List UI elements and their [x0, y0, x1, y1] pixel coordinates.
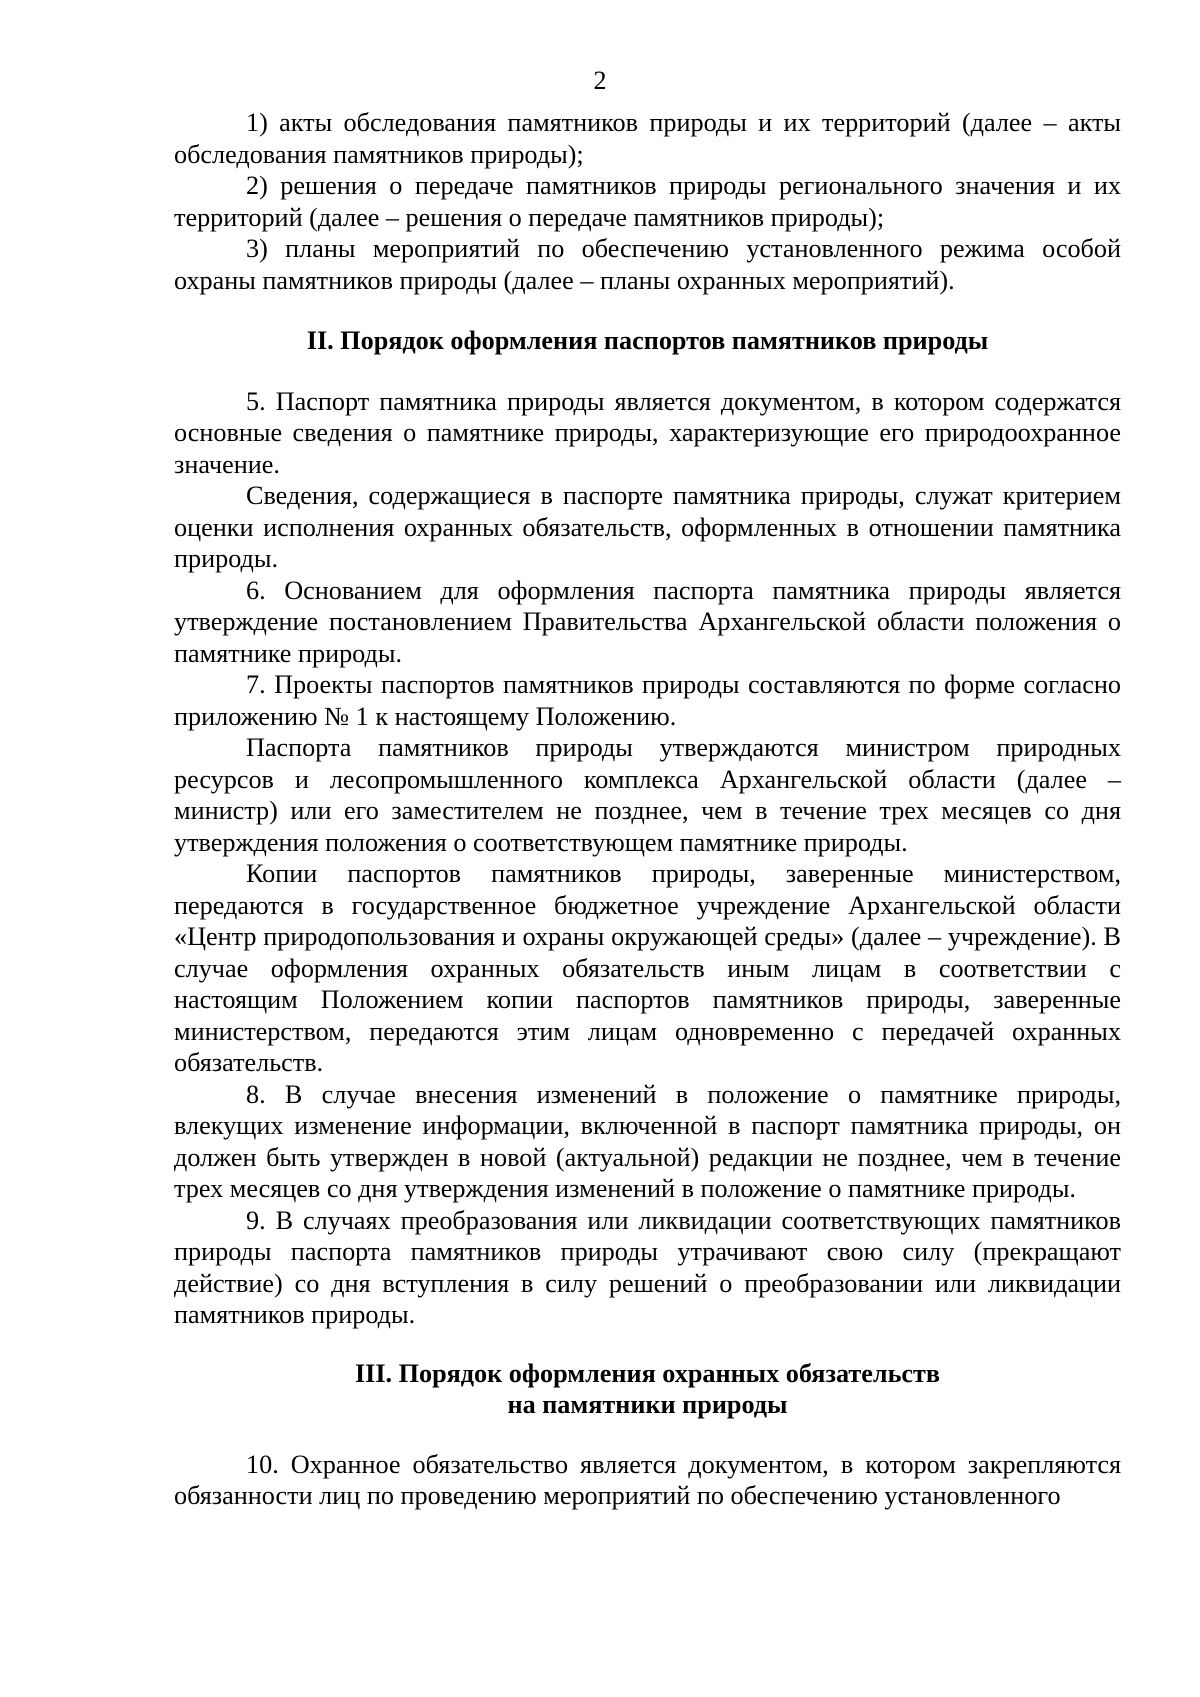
paragraph-9: 9. В случаях преобразования или ликвидации соответствующих памятников природы паспорта памятников природы утрачивают свою силу (прекращают действие) со дня вступления в силу решений о преобразовании или ликвидации памятников природы. — [174, 1205, 1121, 1329]
paragraph-7: 7. Проекты паспортов памятников природы составляются по форме согласно приложению № 1 к настоящему Положению. — [174, 670, 1121, 731]
paragraph-5: 5. Паспорт памятника природы является документом, в котором содержатся основные сведения о памятнике природы, характеризующие его природоохранное значение. — [174, 386, 1121, 479]
item-2: 2) решения о передаче памятников природы регионального значения и их территорий (далее – решения о передаче памятников природы); — [174, 171, 1121, 232]
paragraph-7-approval: Паспорта памятников природы утверждаются министром природных ресурсов и лесопромышленного комплекса Архангельской области (далее – министр) или его заместителем не позднее, чем в течение трех месяцев со дня утверждения положения о соответствующем памятнике природы. — [174, 733, 1121, 857]
paragraph-8: 8. В случае внесения изменений в положение о памятнике природы, влекущих изменение информации, включенной в паспорт памятника природы, он должен быть утвержден в новой (актуальной) редакции не позднее, чем в течение трех месяцев со дня утверждения изменений в положение о памятнике природы. — [174, 1079, 1121, 1203]
paragraph-7-copies: Копии паспортов памятников природы, заверенные министерством, передаются в государственное бюджетное учреждение Архангельской области «Центр природопользования и охраны окружающей среды» (далее – учреждение). В случае оформления охранных обязательств иным лицам в соответствии с настоящим Положением копии паспортов памятников природы, заверенные министерством, передаются этим лицам одновременно с передачей охранных обязательств. — [174, 859, 1121, 1077]
document-body — [174, 107, 1121, 1512]
section-3-heading-line-2: на памятники природы — [507, 1390, 788, 1419]
item-1: 1) акты обследования памятников природы и их территорий (далее – акты обследования памятников природы); — [174, 108, 1121, 169]
paragraph-5-criteria: Сведения, содержащиеся в паспорте памятника природы, служат критерием оценки исполнения охранных обязательств, оформленных в отношении памятника природы. — [174, 481, 1121, 573]
section-2-heading: II. Порядок оформления паспортов памятников природы — [306, 326, 989, 355]
paragraph-10: 10. Охранное обязательство является документом, в котором закрепляются обязанности лиц по проведению мероприятий по обеспечению установленного — [174, 1449, 1121, 1510]
page-number: 2 — [593, 66, 607, 95]
item-3: 3) планы мероприятий по обеспечению установленного режима особой охраны памятников природы (далее – планы охранных мероприятий). — [174, 234, 1121, 295]
section-3-heading — [174, 1358, 1121, 1421]
paragraph-6: 6. Основанием для оформления паспорта памятника природы является утверждение постановлением Правительства Архангельской области положения о памятнике природы. — [174, 575, 1121, 668]
section-3-heading-line-1: III. Порядок оформления охранных обязательств — [354, 1358, 941, 1388]
